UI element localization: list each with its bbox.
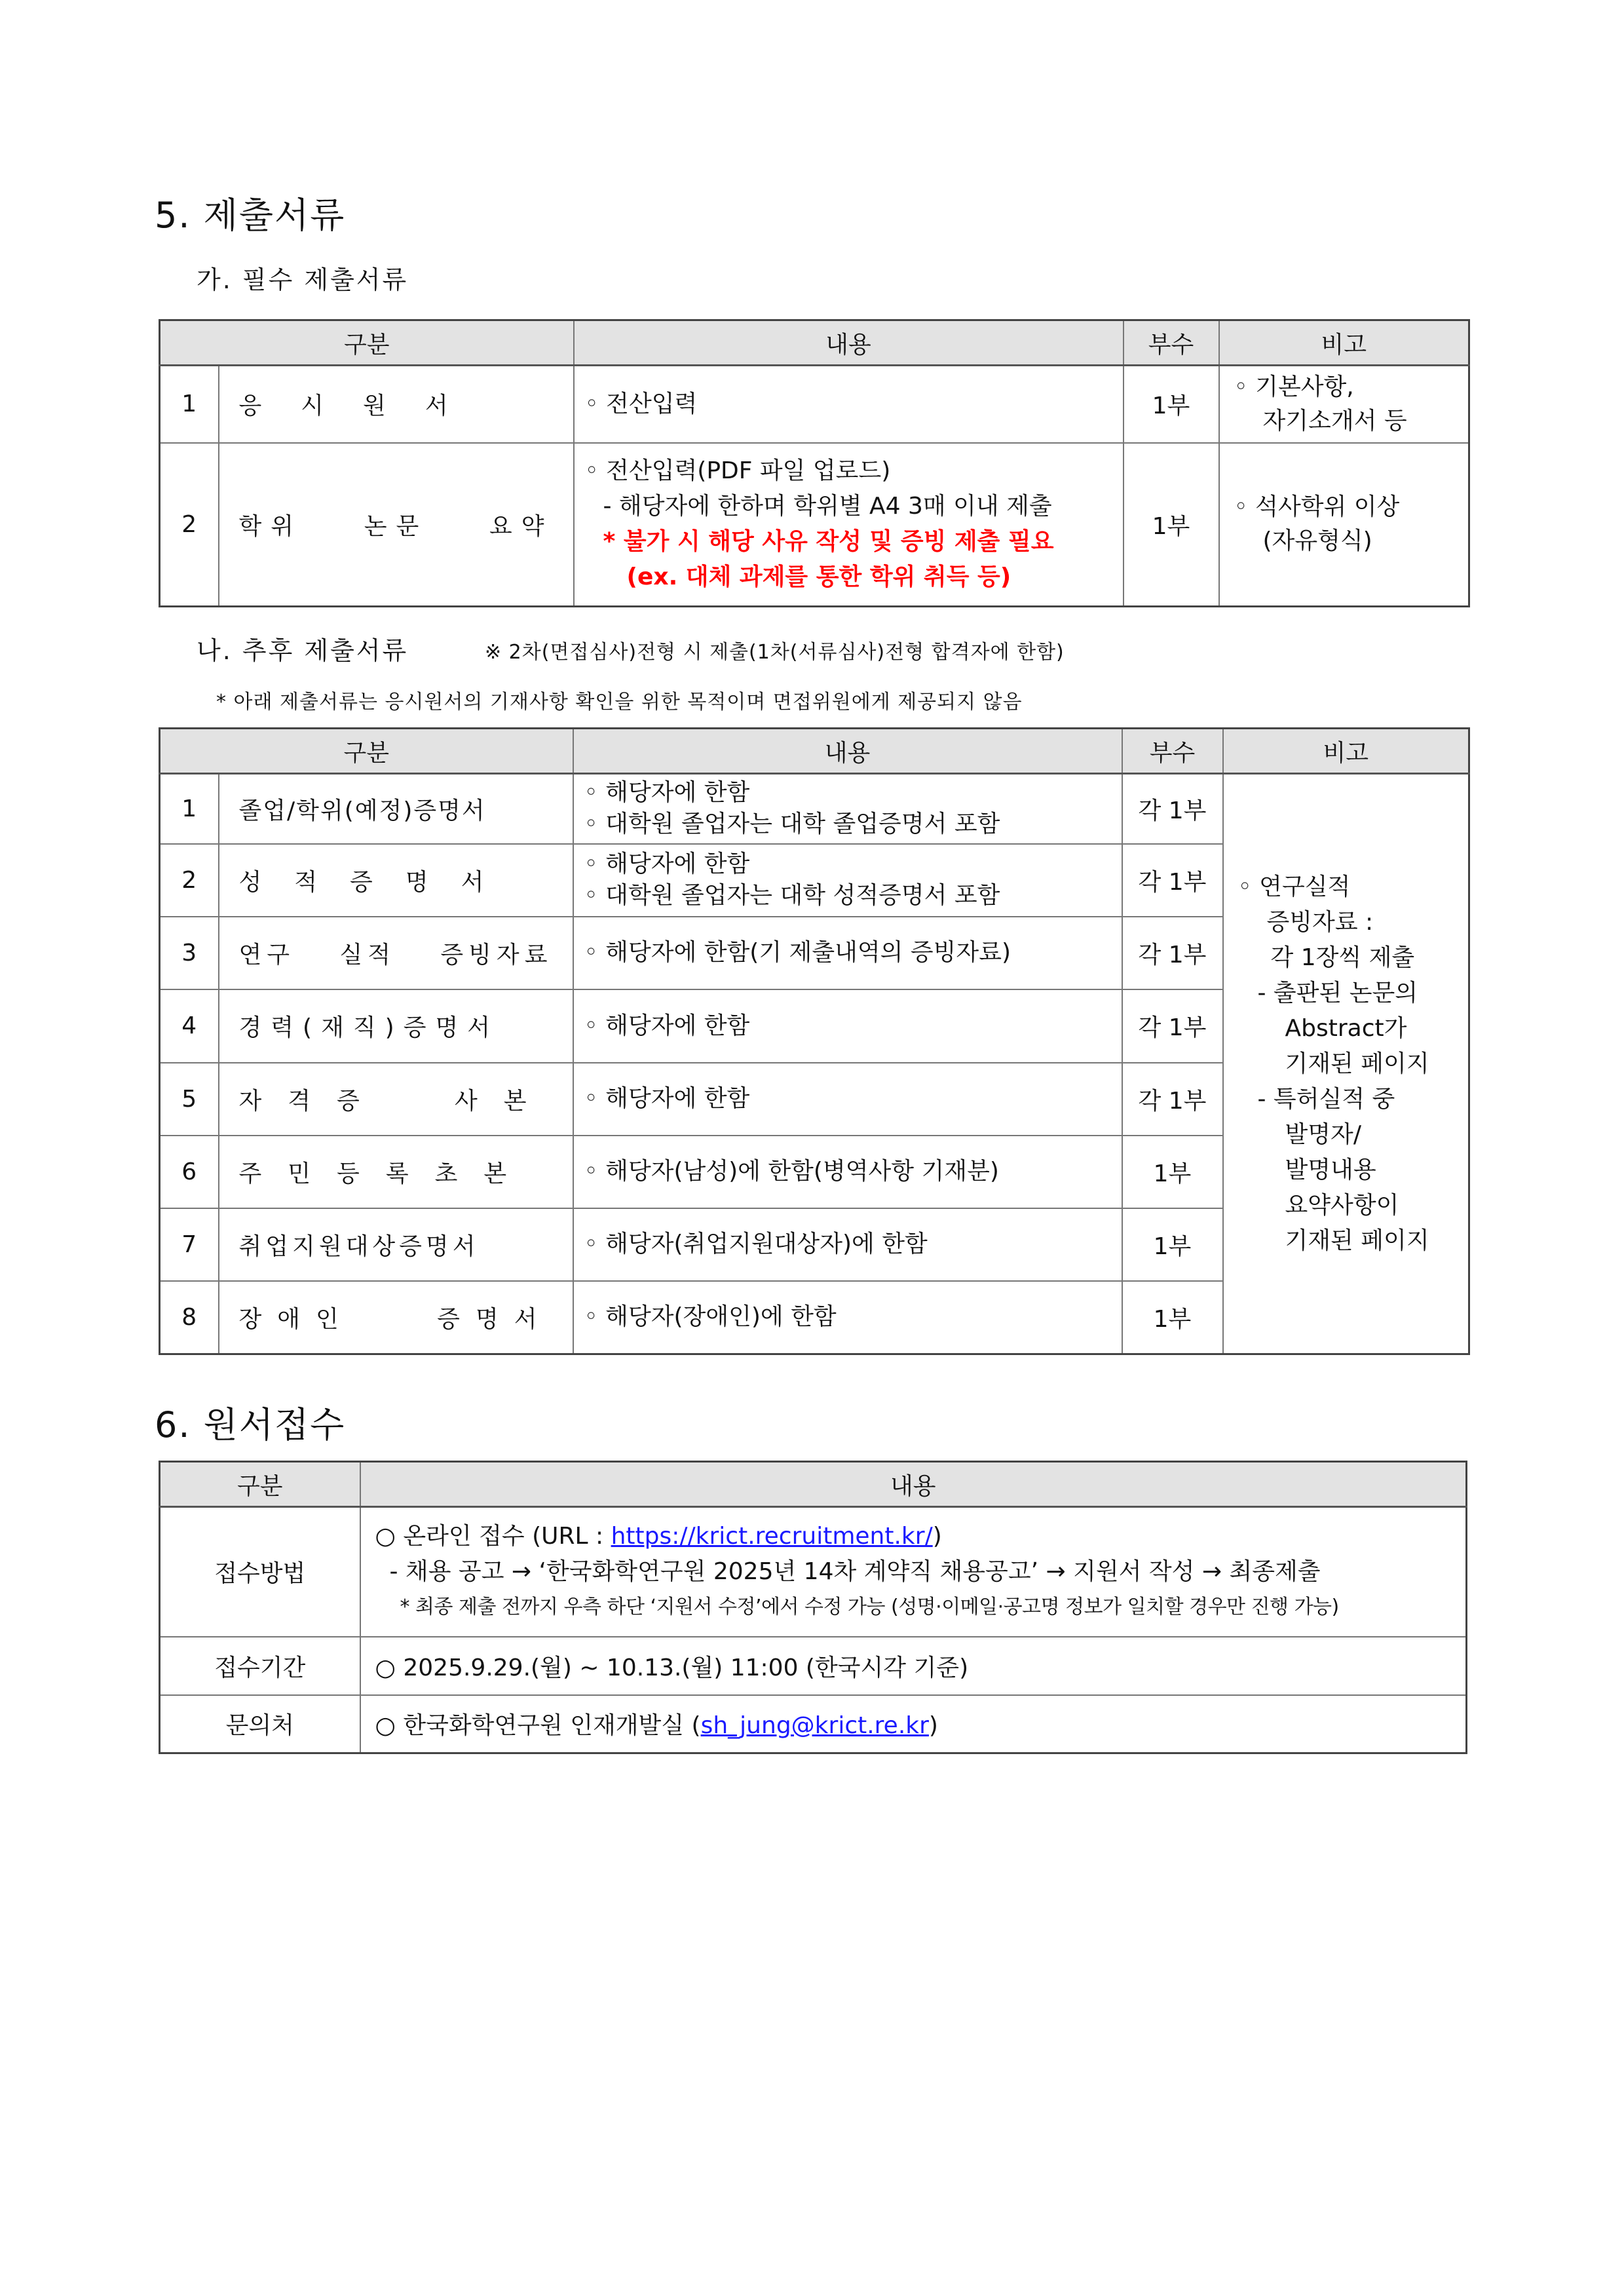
- document-name: 장애인 증명서: [219, 1281, 573, 1354]
- content-line: ◦ 대학원 졸업자는 대학 성적증명서 포함: [584, 882, 1000, 909]
- copies: 1부: [1124, 366, 1219, 443]
- content-line: ◦ 대학원 졸업자는 대학 졸업증명서 포함: [584, 811, 1000, 838]
- contact-label: 문의처: [160, 1695, 360, 1753]
- content-line: ◦ 해당자(취업지원대상자)에 한함: [584, 1231, 928, 1257]
- copies: 각 1부: [1122, 844, 1223, 917]
- warning-line: (ex. 대체 과제를 통한 학위 취득 등): [626, 564, 1011, 591]
- remark-line: 기재된 페이지: [1285, 1227, 1429, 1254]
- content-line: - 해당자에 한하며 학위별 A4 3매 이내 제출: [603, 493, 1052, 520]
- section-5-title: 5. 제출서류: [155, 195, 346, 236]
- copies: 각 1부: [1122, 989, 1223, 1063]
- remark-line: ◦ 기본사항,: [1234, 373, 1354, 400]
- content-line: ◦ 전산입력(PDF 파일 업로드): [584, 457, 891, 485]
- remark-line: 증빙자료 :: [1266, 908, 1374, 936]
- content-line: ◦ 해당자(장애인)에 한함: [584, 1303, 837, 1331]
- later-documents-table: [159, 727, 1470, 1355]
- row-number: 1: [160, 774, 219, 844]
- period-label: 접수기간: [160, 1637, 360, 1695]
- contact-suffix: ): [928, 1712, 938, 1740]
- online-application-prefix: ○ 온라인 접수 (URL :: [375, 1522, 611, 1550]
- subsection-b-condition-note: ※ 2차(면접심사)전형 시 제출(1차(서류심사)전형 합격자에 한함): [485, 641, 1065, 664]
- content-line: ◦ 전산입력: [584, 390, 698, 417]
- document-name: 주민등록초본: [219, 1136, 573, 1208]
- table-row: [160, 774, 1469, 844]
- remark-line: 발명내용: [1285, 1156, 1376, 1183]
- document-content: [573, 1136, 1122, 1208]
- document-content: [573, 989, 1122, 1063]
- online-application-line: [375, 1519, 1460, 1554]
- document-content: [574, 366, 1124, 443]
- remark-bullet: - 특허실적 중: [1257, 1085, 1395, 1113]
- remark-line: 발명자/: [1285, 1120, 1361, 1148]
- document-content: [573, 844, 1122, 917]
- document-content: [573, 1063, 1122, 1136]
- document-name: 취업지원대상증명서: [219, 1208, 573, 1281]
- header-copies: 부수: [1122, 729, 1223, 774]
- remark-line: ◦ 석사학위 이상: [1234, 493, 1400, 521]
- document-content: [573, 1281, 1122, 1354]
- document-name: 연구 실적 증빙자료: [219, 917, 573, 989]
- content-line: ◦ 해당자에 한함: [584, 779, 750, 807]
- header-category: 구분: [160, 1462, 360, 1507]
- method-content: [360, 1507, 1467, 1637]
- application-steps: - 채용 공고 → ‘한국화학연구원 2025년 14차 계약직 채용공고’ → 지원서 작성 → 최종제출: [389, 1558, 1321, 1585]
- content-line: ◦ 해당자에 한함: [584, 851, 750, 877]
- content-line: ◦ 해당자에 한함: [584, 1012, 750, 1039]
- document-content: [573, 1208, 1122, 1281]
- remark: [1219, 366, 1469, 443]
- table-row-contact: [160, 1695, 1467, 1753]
- header-category: 구분: [160, 320, 574, 366]
- document-content: [573, 774, 1122, 844]
- content-line: ◦ 해당자에 한함(기 제출내역의 증빙자료): [584, 939, 1011, 966]
- header-content: 내용: [574, 320, 1124, 366]
- remark-line: 기재된 페이지: [1285, 1050, 1429, 1077]
- copies: 1부: [1122, 1281, 1223, 1354]
- table-row: [160, 443, 1469, 607]
- row-number: 7: [160, 1208, 219, 1281]
- application-edit-note: * 최종 제출 전까지 우측 하단 ‘지원서 수정’에서 수정 가능 (성명·이메일·공고명 정보가 일치할 경우만 진행 가능): [400, 1595, 1339, 1618]
- copies: 1부: [1122, 1208, 1223, 1281]
- warning-line: * 불가 시 해당 사유 작성 및 증빙 제출 필요: [603, 528, 1054, 556]
- section-6-title: 6. 원서접수: [155, 1404, 346, 1445]
- remark-line: ◦ 연구실적: [1237, 873, 1351, 900]
- content-line: ◦ 해당자(남성)에 한함(병역사항 기재분): [584, 1158, 999, 1185]
- copies: 1부: [1124, 443, 1219, 607]
- document-name: 응시원서: [219, 366, 574, 443]
- row-number: 5: [160, 1063, 219, 1136]
- remark-line: (자유형식): [1262, 527, 1372, 555]
- period-content: ○ 2025.9.29.(월) ~ 10.13.(월) 11:00 (한국시각 기준): [360, 1637, 1467, 1695]
- contact-email-link[interactable]: sh_jung@krict.re.kr: [700, 1712, 929, 1740]
- contact-prefix: ○ 한국화학연구원 인재개발실 (: [375, 1712, 701, 1740]
- remark: [1219, 443, 1469, 607]
- document-content: [573, 917, 1122, 989]
- table-row: [160, 366, 1469, 443]
- header-category: 구분: [160, 729, 573, 774]
- content-line: ◦ 해당자에 한함: [584, 1085, 750, 1112]
- subsection-b-title: 나. 추후 제출서류: [197, 636, 409, 665]
- row-number: 4: [160, 989, 219, 1063]
- remark-line: 각 1장씩 제출: [1270, 944, 1415, 971]
- remark-bullet: - 출판된 논문의: [1257, 979, 1418, 1006]
- online-application-suffix: ): [932, 1522, 942, 1550]
- header-content: 내용: [360, 1462, 1467, 1507]
- recruitment-url-link[interactable]: https://krict.recruitment.kr/: [611, 1522, 933, 1550]
- row-number: 2: [160, 443, 219, 607]
- application-table: [159, 1461, 1467, 1754]
- table-row-method: [160, 1507, 1467, 1637]
- header-remark: 비고: [1223, 729, 1469, 774]
- header-remark: 비고: [1219, 320, 1469, 366]
- row-number: 3: [160, 917, 219, 989]
- remark-research-evidence: [1223, 774, 1469, 1354]
- header-copies: 부수: [1124, 320, 1219, 366]
- required-documents-table: [159, 319, 1470, 607]
- remark-line: Abstract가: [1285, 1014, 1407, 1042]
- table-row-period: [160, 1637, 1467, 1695]
- remark-line: 요약사항이: [1285, 1191, 1399, 1219]
- subsection-a-title: 가. 필수 제출서류: [197, 265, 409, 294]
- document-name: 성적증명서: [219, 844, 573, 917]
- copies: 각 1부: [1122, 774, 1223, 844]
- method-label: 접수방법: [160, 1507, 360, 1637]
- document-name: 학위 논문 요약: [219, 443, 574, 607]
- row-number: 6: [160, 1136, 219, 1208]
- row-number: 8: [160, 1281, 219, 1354]
- copies: 각 1부: [1122, 1063, 1223, 1136]
- subsection-b-note: * 아래 제출서류는 응시원서의 기재사항 확인을 위한 목적이며 면접위원에게 제공되지 않음: [216, 691, 1023, 714]
- copies: 각 1부: [1122, 917, 1223, 989]
- row-number: 2: [160, 844, 219, 917]
- copies: 1부: [1122, 1136, 1223, 1208]
- remark-line: 자기소개서 등: [1262, 407, 1407, 434]
- document-content: [574, 443, 1124, 607]
- document-name: 경력(재직)증명서: [219, 989, 573, 1063]
- contact-content: [360, 1695, 1467, 1753]
- document-name: 졸업/학위(예정)증명서: [219, 774, 573, 844]
- document-name: 자격증 사본: [219, 1063, 573, 1136]
- row-number: 1: [160, 366, 219, 443]
- header-content: 내용: [573, 729, 1122, 774]
